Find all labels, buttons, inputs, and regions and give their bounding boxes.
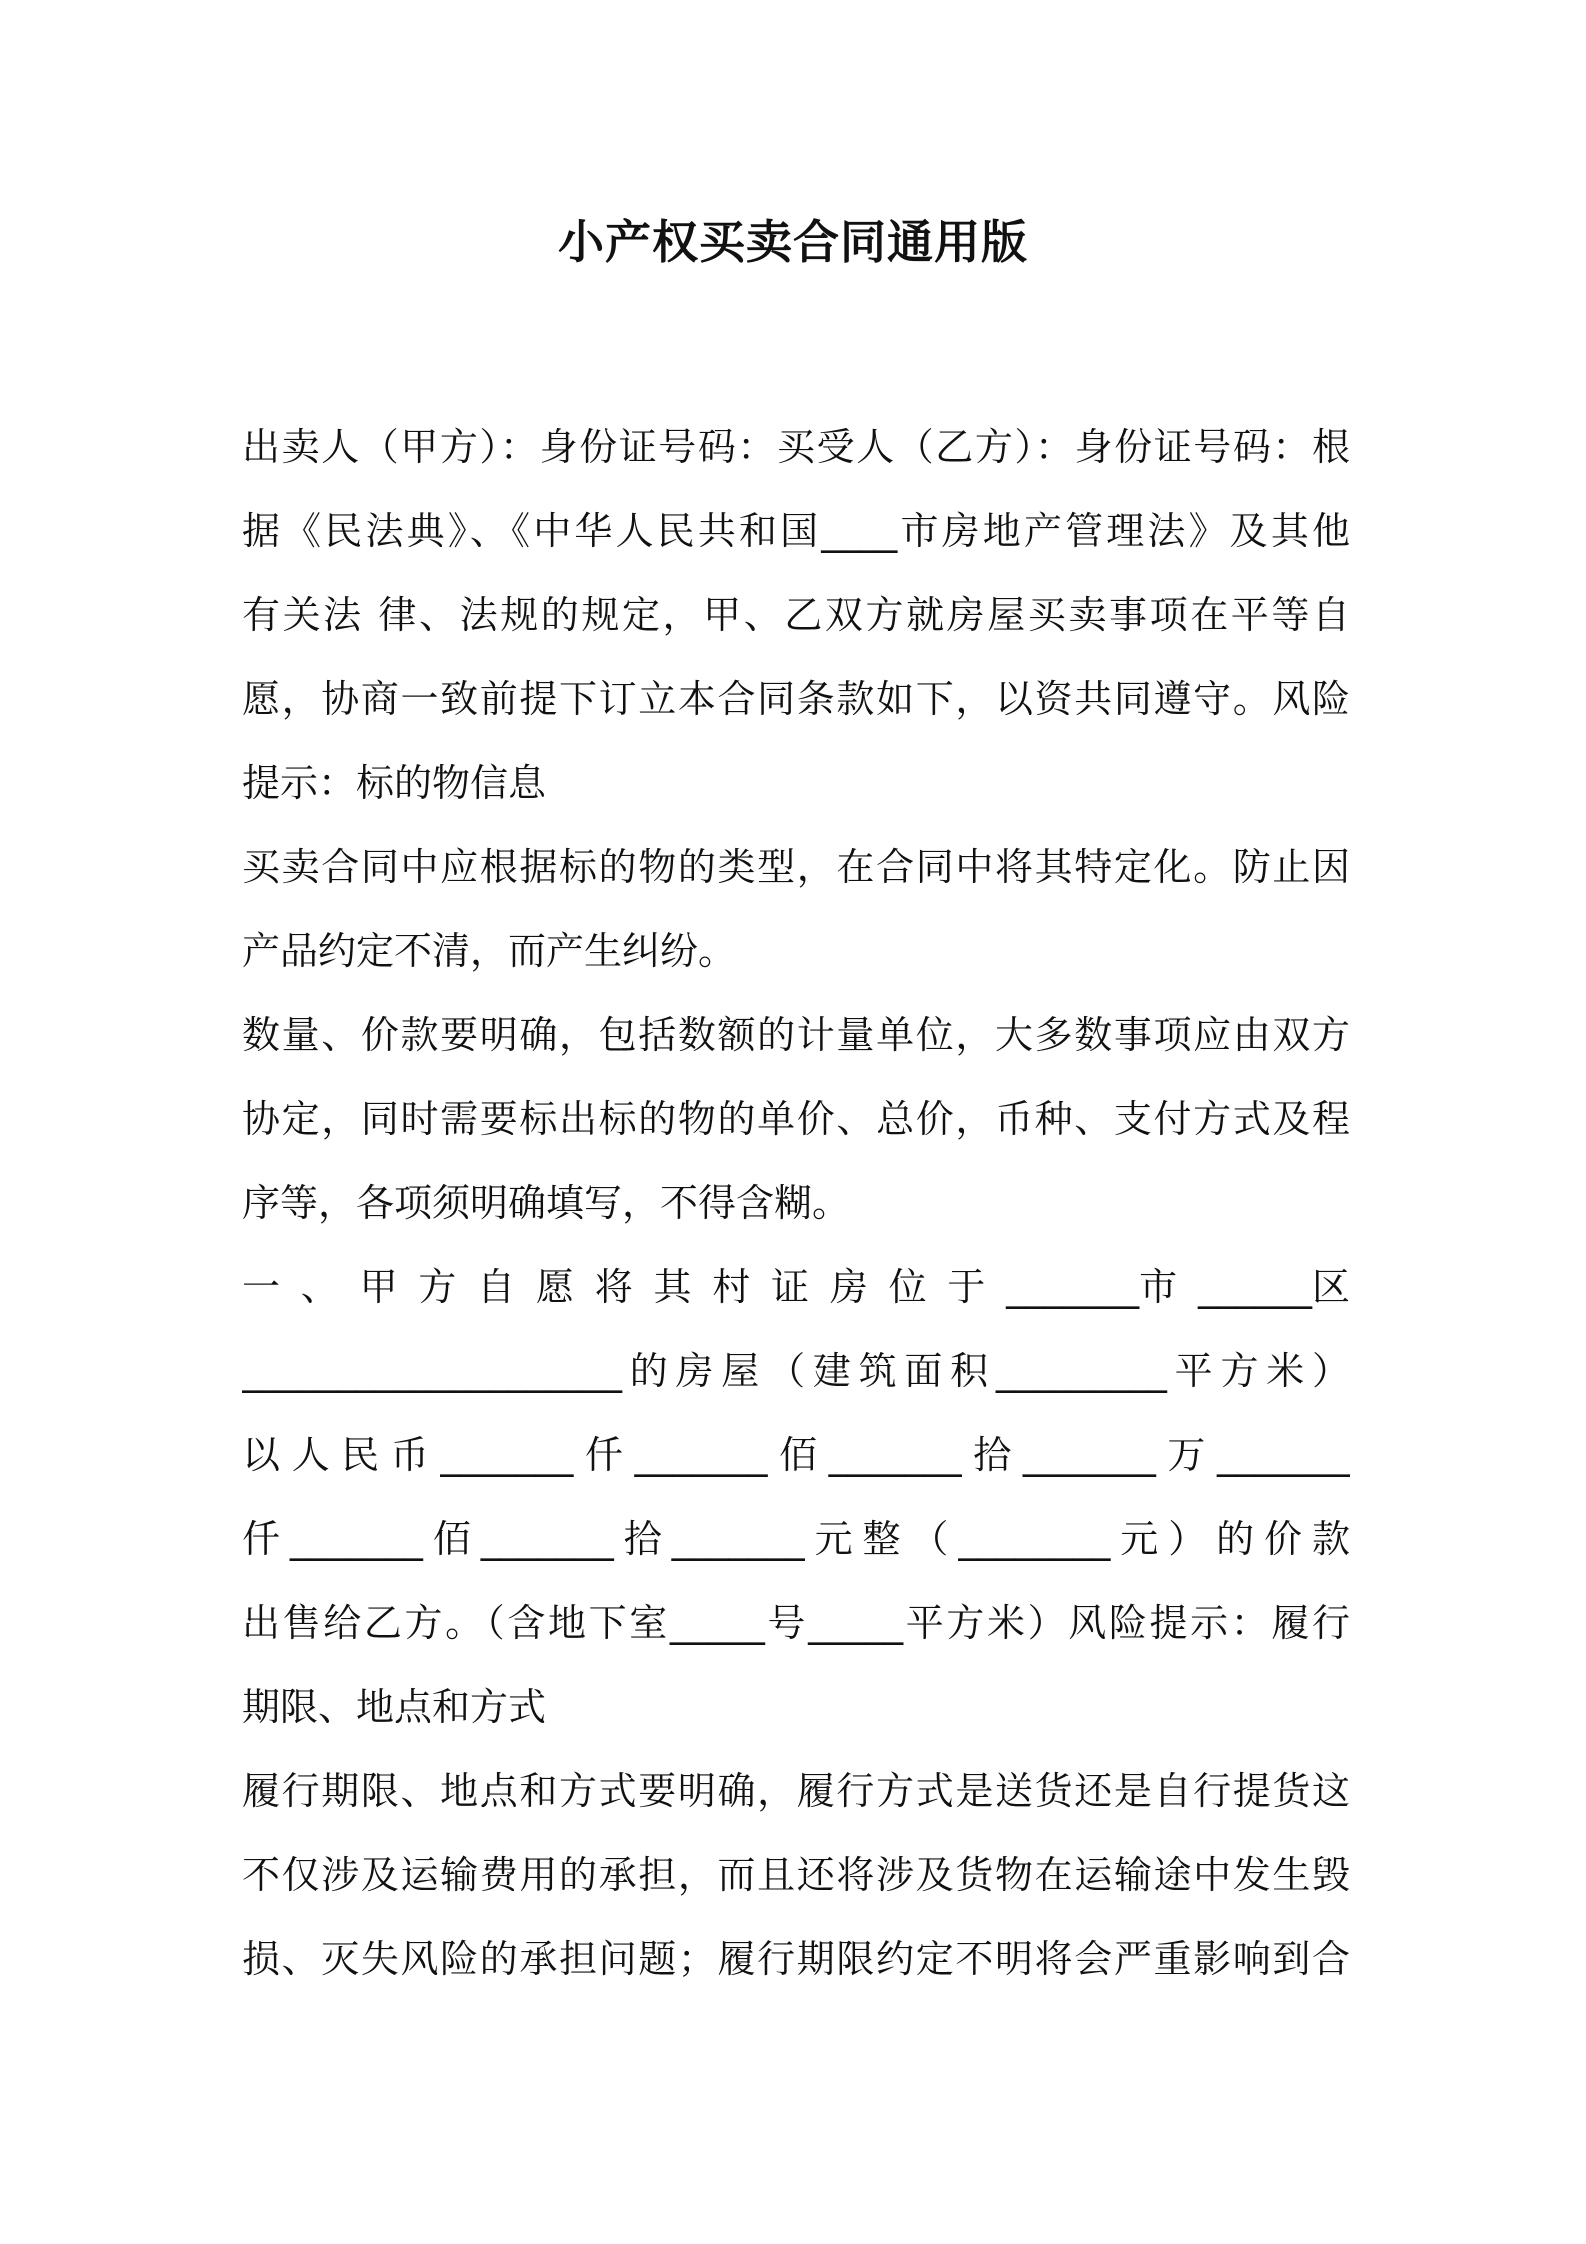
paragraph-line-5: 提示：标的物信息 [242,761,547,805]
clause-char: 一 [242,1265,281,1309]
paragraph-line-14: 仟_______佰_______拾_______元整（________元）的价款 [242,1517,1350,1561]
paragraph-line-3: 有关法 律、法规的规定，甲、乙双方就房屋买卖事项在平等自 [242,593,1350,637]
paragraph-line-1: 出卖人（甲方）：身份证号码：买受人（乙方）：身份证号码：根 [242,425,1350,469]
district-blank: ______区 [1197,1265,1350,1309]
city-blank: _______市 [1006,1265,1178,1309]
paragraph-line-18: 不仅涉及运输费用的承担，而且还将涉及货物在运输途中发生毁 [242,1853,1350,1897]
clause-char: 甲 [359,1265,398,1309]
paragraph-line-7: 产品约定不清，而产生纠纷。 [242,929,737,973]
clause-char: 愿 [535,1265,574,1309]
paragraph-line-10: 序等，各项须明确填写，不得含糊。 [242,1181,851,1225]
clause-char: 位 [888,1265,927,1309]
clause-char: 房 [829,1265,868,1309]
paragraph-line-16: 期限、地点和方式 [242,1685,547,1729]
clause-char: 于 [947,1265,986,1309]
document-body [242,405,1350,2001]
paragraph-line-19: 损、灭失风险的承担问题；履行期限约定不明将会严重影响到合 [242,1937,1350,1981]
clause-char: 村 [712,1265,751,1309]
paragraph-line-17: 履行期限、地点和方式要明确，履行方式是送货还是自行提货这 [242,1769,1350,1813]
paragraph-line-15: 出售给乙方。（含地下室_____号_____平方米）风险提示：履行 [242,1601,1350,1645]
clause-one-line [242,1245,1350,1329]
clause-char: 证 [771,1265,810,1309]
clause-char: 方 [418,1265,457,1309]
paragraph-line-2: 据《民法典》、《中华人民共和国____市房地产管理法》及其他 [242,509,1350,553]
clause-char: 将 [594,1265,633,1309]
paragraph-line-12: ____________________的房屋（建筑面积_________平方米） [242,1349,1350,1393]
document-title: 小产权买卖合同通用版 [558,215,1028,269]
paragraph-line-4: 愿，协商一致前提下订立本合同条款如下，以资共同遵守。风险 [242,677,1350,721]
paragraph-line-8: 数量、价款要明确，包括数额的计量单位，大多数事项应由双方 [242,1013,1350,1057]
clause-char: 、 [300,1265,339,1309]
clause-char: 其 [653,1265,692,1309]
paragraph-line-9: 协定，同时需要标出标的物的单价、总价，币种、支付方式及程 [242,1097,1350,1141]
paragraph-line-13: 以人民币_______仟_______佰_______拾_______万_______ [242,1433,1350,1477]
clause-char: 自 [477,1265,516,1309]
paragraph-line-6: 买卖合同中应根据标的物的类型，在合同中将其特定化。防止因 [242,845,1350,889]
